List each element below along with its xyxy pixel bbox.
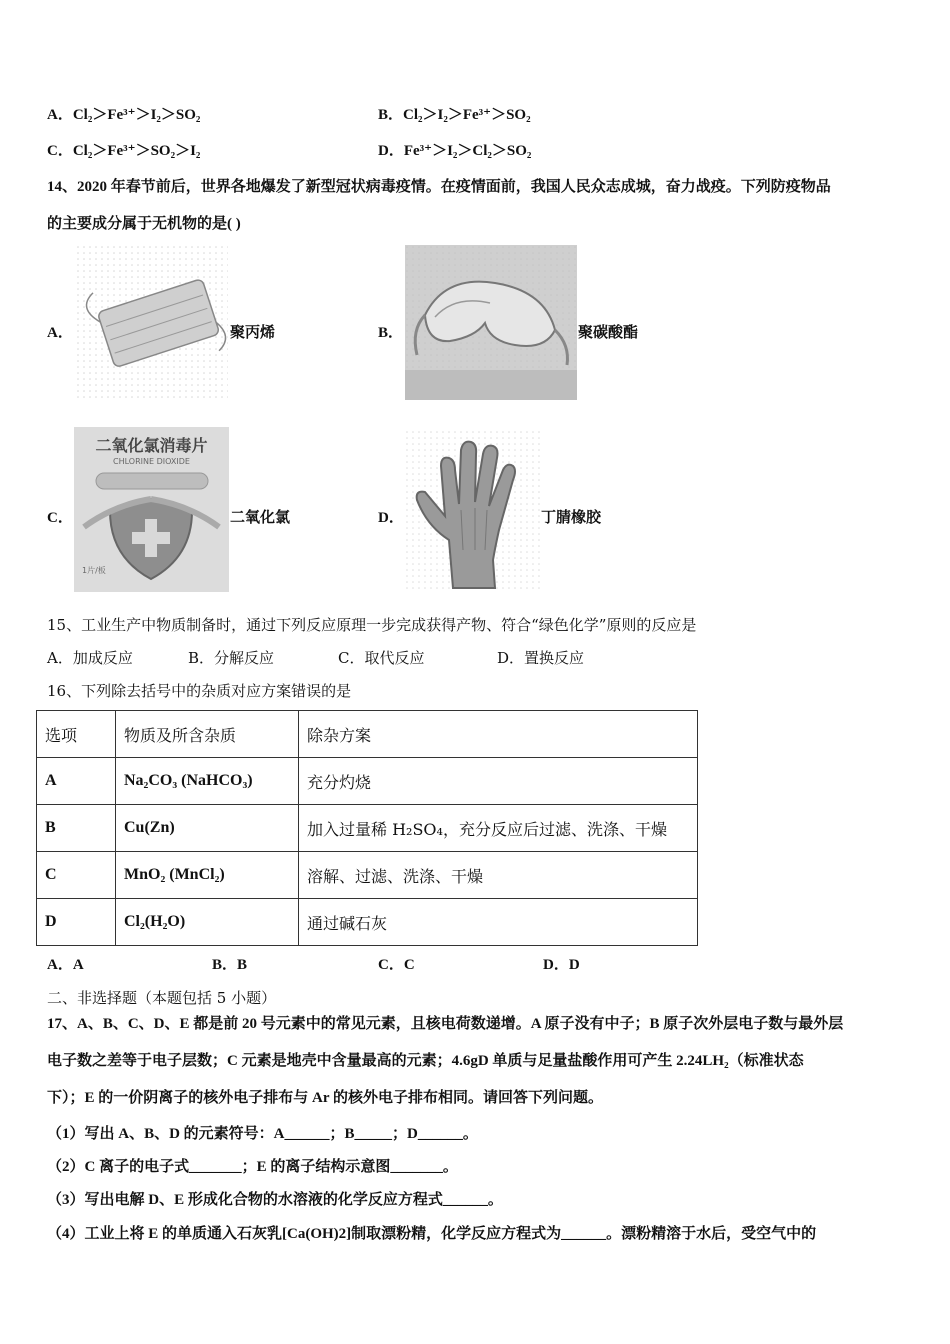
table-cell-method: 加入过量稀 H₂SO₄，充分反应后过滤、洗涤、干燥 — [299, 805, 698, 852]
q16-answer-b: B．B — [212, 957, 248, 973]
q14-option-c-label: C． — [47, 510, 73, 526]
disinfectant-package-image — [74, 427, 229, 592]
q16-answer-d: D．D — [543, 957, 580, 973]
table-cell-option: B — [37, 805, 116, 852]
q14-option-b-caption: 聚碳酸酯 — [578, 325, 639, 341]
table-cell-substance: Na₂CO₃ (NaHCO₃) — [116, 758, 299, 805]
table-row — [37, 852, 698, 899]
q16-stem: 16、下列除去括号中的杂质对应方案错误的是 — [47, 682, 352, 700]
q14-option-d-label: D． — [378, 510, 404, 526]
glove-image — [405, 430, 540, 592]
package-corner-text: 1片/板 — [82, 566, 106, 575]
table-cell-substance: Cu(Zn) — [116, 805, 299, 852]
q17-sub2: （2）C 离子的电子式_______；E 的离子结构示意图_______。 — [47, 1159, 458, 1175]
q14-option-a-label: A． — [47, 325, 73, 341]
table-row — [37, 758, 698, 805]
table-cell-option: C — [37, 852, 116, 899]
q13-option-a: A．Cl₂＞Fe³⁺＞I₂＞SO₂ — [47, 107, 201, 123]
q14-option-b-label: B． — [378, 325, 404, 341]
table-cell-substance: Cl₂(H₂O) — [116, 899, 299, 946]
table-header-row — [37, 711, 698, 758]
q13-option-d: D．Fe³⁺＞I₂＞Cl₂＞SO₂ — [378, 143, 532, 159]
q15-option-a: A．加成反应 — [47, 649, 133, 667]
q15-option-b: B．分解反应 — [188, 649, 275, 667]
q17-line2: 电子数之差等于电子层数；C 元素是地壳中含量最高的元素；4.6gD 单质与足量盐酸作用可产生 2.24LH₂（标准状态 — [47, 1053, 804, 1069]
goggles-image — [405, 245, 577, 400]
section-title: 二、非选择题（本题包括 5 小题） — [47, 989, 277, 1007]
q17-sub3: （3）写出电解 D、E 形成化合物的水溶液的化学反应方程式______。 — [47, 1192, 503, 1208]
q15-stem: 15、工业生产中物质制备时，通过下列反应原理一步完成获得产物、符合“绿色化学”原则的反应是 — [47, 616, 697, 634]
q14-option-c-caption: 二氧化氯 — [230, 510, 291, 526]
q17-sub4: （4）工业上将 E 的单质通入石灰乳[Ca(OH)2]制取漂粉精，化学反应方程式为______。漂粉精溶于水后，受空气中的 — [47, 1226, 817, 1242]
table-cell-option: A — [37, 758, 116, 805]
table-cell-method: 通过碱石灰 — [299, 899, 698, 946]
table-cell-method: 溶解、过滤、洗涤、干燥 — [299, 852, 698, 899]
q17-line3: 下）；E 的一价阴离子的核外电子排布与 Ar 的核外电子排布相同。请回答下列问题。 — [47, 1090, 603, 1106]
q14-stem-line1: 14、2020 年春节前后，世界各地爆发了新型冠状病毒疫情。在疫情面前，我国人民众志成城，奋力战疫。下列防疫物品 — [47, 179, 831, 195]
q16-answer-c: C．C — [378, 957, 415, 973]
q15-option-d: D．置换反应 — [497, 649, 585, 667]
q14-stem-line2: 的主要成分属于无机物的是( ) — [47, 216, 241, 232]
q17-sub1: （1）写出 A、B、D 的元素符号：A______；B_____；D______。 — [47, 1126, 478, 1142]
table-row — [37, 805, 698, 852]
q17-line1: 17、A、B、C、D、E 都是前 20 号元素中的常见元素，且核电荷数递增。A 原子没有中子；B 原子次外层电子数与最外层 — [47, 1016, 844, 1032]
table-header-cell: 物质及所含杂质 — [116, 711, 299, 758]
package-title: 二氧化氯消毒片 — [95, 436, 208, 455]
table-header-cell: 除杂方案 — [299, 711, 698, 758]
table-cell-option: D — [37, 899, 116, 946]
package-subtitle: CHLORINE DIOXIDE — [113, 457, 190, 466]
table-row — [37, 899, 698, 946]
q14-option-d-caption: 丁腈橡胶 — [541, 510, 602, 526]
q14-option-a-caption: 聚丙烯 — [230, 325, 276, 341]
q16-options-table — [36, 710, 698, 946]
q15-option-c: C．取代反应 — [338, 649, 425, 667]
mask-image — [76, 245, 228, 400]
q13-option-b: B．Cl₂＞I₂＞Fe³⁺＞SO₂ — [378, 107, 531, 123]
table-cell-substance: MnO₂ (MnCl₂) — [116, 852, 299, 899]
table-header-cell: 选项 — [37, 711, 116, 758]
q13-option-c: C．Cl₂＞Fe³⁺＞SO₂＞I₂ — [47, 143, 201, 159]
table-cell-method: 充分灼烧 — [299, 758, 698, 805]
q16-answer-a: A．A — [47, 957, 84, 973]
